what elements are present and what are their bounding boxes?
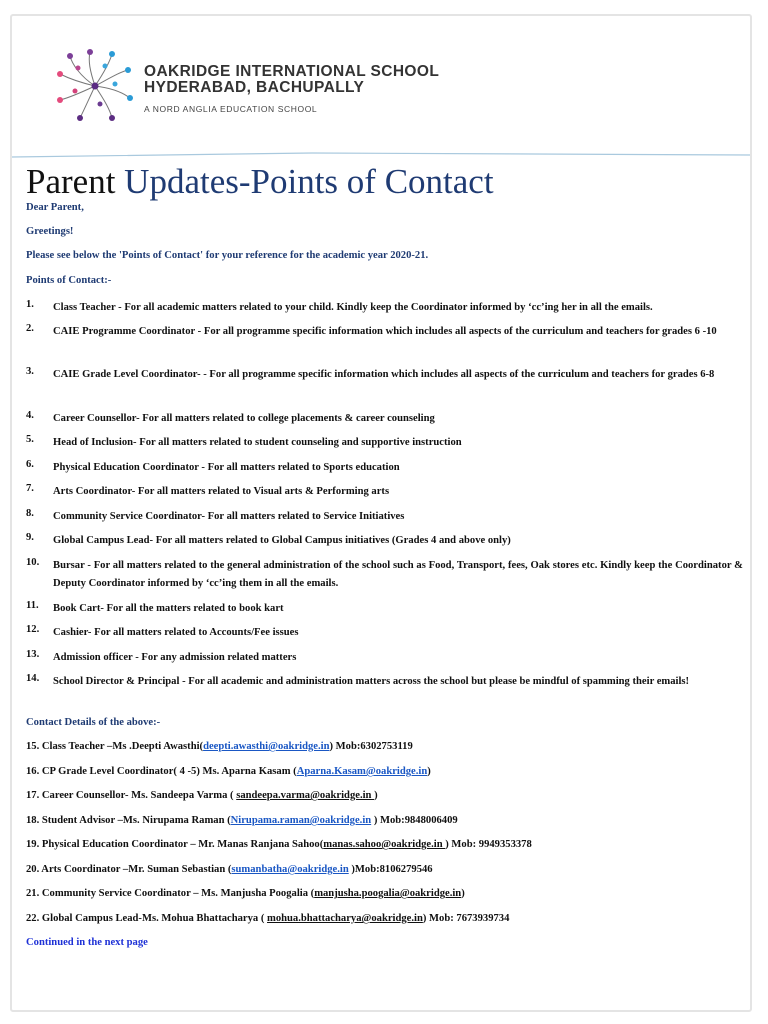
item-text: Community Service Coordinator- For all matters related to Service Initiatives [53, 511, 405, 522]
item-number: 2. [26, 323, 34, 334]
contacts-heading: Contact Details of the above:- [26, 717, 161, 728]
item-number: 8. [26, 508, 34, 519]
contact-row [26, 839, 532, 850]
email-link[interactable]: mohua.bhattacharya@oakridge.in [267, 913, 423, 924]
contact-text: )Mob:8106279546 [348, 864, 433, 875]
contact-text: ) [374, 790, 378, 801]
email-link[interactable]: manas.sahoo@oakridge.in [323, 839, 446, 850]
item-number: 14. [26, 673, 40, 684]
item-text: Physical Education Coordinator - For all matters related to Sports education [53, 462, 400, 473]
item-number: 7. [26, 483, 34, 494]
page-title [26, 162, 494, 202]
contact-row [26, 815, 458, 826]
contact-text: 18. Student Advisor –Ms. Nirupama Raman ( [26, 815, 231, 826]
item-number: 13. [26, 649, 40, 660]
contact-text: 17. Career Counsellor- Ms. Sandeepa Varma ( [26, 790, 237, 801]
contact-text: ) [461, 888, 465, 899]
contact-text: 22. Global Campus Lead-Ms. Mohua Bhattacharya ( [26, 913, 268, 924]
contact-text: ) Mob:9848006409 [371, 815, 458, 826]
school-name-line1: OAKRIDGE INTERNATIONAL SCHOOL [144, 63, 440, 80]
email-link[interactable]: Nirupama.raman@oakridge.in [230, 815, 372, 826]
item-text: CAIE Programme Coordinator - For all programme specific information which includes all aspects of the curriculum and teachers for grades 6 -10 [53, 326, 717, 337]
greeting: Greetings! [26, 226, 74, 237]
contact-text: ) Mob: 9949353378 [445, 839, 532, 850]
salutation: Dear Parent, [26, 202, 84, 213]
item-number: 9. [26, 532, 34, 543]
contact-text: 16. CP Grade Level Coordinator( 4 -5) Ms. Aparna Kasam ( [26, 766, 297, 777]
oakridge-dotted-globe-logo [50, 46, 140, 126]
item-text: Book Cart- For all the matters related to book kart [53, 603, 284, 614]
contact-row [26, 888, 465, 899]
item-text: Admission officer - For any admission related matters [53, 652, 297, 663]
contact-text: ) Mob:6302753119 [329, 741, 413, 752]
item-number: 5. [26, 434, 34, 445]
email-link[interactable]: deepti.awasthi@oakridge.in [203, 741, 330, 752]
contact-row [26, 864, 433, 875]
item-text: Arts Coordinator- For all matters related to Visual arts & Performing arts [53, 486, 390, 497]
email-link[interactable]: sandeepa.varma@oakridge.in [236, 790, 375, 801]
item-number: 3. [26, 366, 34, 377]
school-name-line2: HYDERABAD, BACHUPALLY [144, 79, 365, 96]
contact-row [26, 741, 413, 752]
contact-text: 19. Physical Education Coordinator – Mr. Manas Ranjana Sahoo( [26, 839, 324, 850]
intro-line: Please see below the 'Points of Contact' for your reference for the academic year 2020-21. [26, 250, 429, 261]
title-part2: Updates-Points of Contact [124, 162, 494, 201]
contact-text: 20. Arts Coordinator –Mr. Suman Sebastian ( [26, 864, 232, 875]
item-number: 12. [26, 624, 40, 635]
contact-text: 21. Community Service Coordinator – Ms. Manjusha Poogalia ( [26, 888, 315, 899]
email-link[interactable]: sumanbatha@oakridge.in [231, 864, 349, 875]
email-link[interactable]: manjusha.poogalia@oakridge.in [314, 888, 462, 899]
school-name [144, 64, 439, 96]
points-heading: Points of Contact:- [26, 275, 112, 286]
item-number: 11. [26, 600, 39, 611]
item-number: 6. [26, 459, 34, 470]
item-text: Class Teacher - For all academic matters related to your child. Kindly keep the Coordinator informed by ‘cc’ing her in all the emails. [53, 302, 653, 313]
continued-note: Continued in the next page [26, 937, 148, 948]
item-text: Career Counsellor- For all matters related to college placements & career counseling [53, 413, 435, 424]
item-number: 1. [26, 299, 34, 310]
contact-row [26, 790, 378, 801]
document-page [10, 14, 752, 1012]
letterhead [12, 16, 750, 166]
contact-text: ) [427, 766, 431, 777]
item-text: Bursar - For all matters related to the general administration of the school such as Food, Transport, fees, Oak stores etc. Kindly keep the Coordinator & Deputy Coordinator informed by ‘cc’ing them in all the emails. [53, 560, 743, 589]
contact-text: ) Mob: 7673939734 [422, 913, 510, 924]
item-text: Global Campus Lead- For all matters related to Global Campus initiatives (Grades 4 and above only) [53, 535, 511, 546]
item-text: CAIE Grade Level Coordinator- - For all programme specific information which includes all aspects of the curriculum and teachers for grades 6-8 [53, 369, 715, 380]
item-number: 10. [26, 557, 40, 568]
header-divider [12, 152, 750, 158]
contact-row [26, 913, 509, 924]
school-tagline: A NORD ANGLIA EDUCATION SCHOOL [144, 104, 318, 114]
item-text: Cashier- For all matters related to Accounts/Fee issues [53, 627, 299, 638]
item-text: Head of Inclusion- For all matters related to student counseling and supportive instruction [53, 437, 462, 448]
contact-row [26, 766, 431, 777]
contact-text: 15. Class Teacher –Ms .Deepti Awasthi( [26, 741, 204, 752]
item-text: School Director & Principal - For all academic and administration matters across the school but please be mindful of spamming their emails! [53, 676, 690, 687]
email-link[interactable]: Aparna.Kasam@oakridge.in [296, 766, 428, 777]
title-part1: Parent [26, 162, 125, 201]
item-number: 4. [26, 410, 34, 421]
